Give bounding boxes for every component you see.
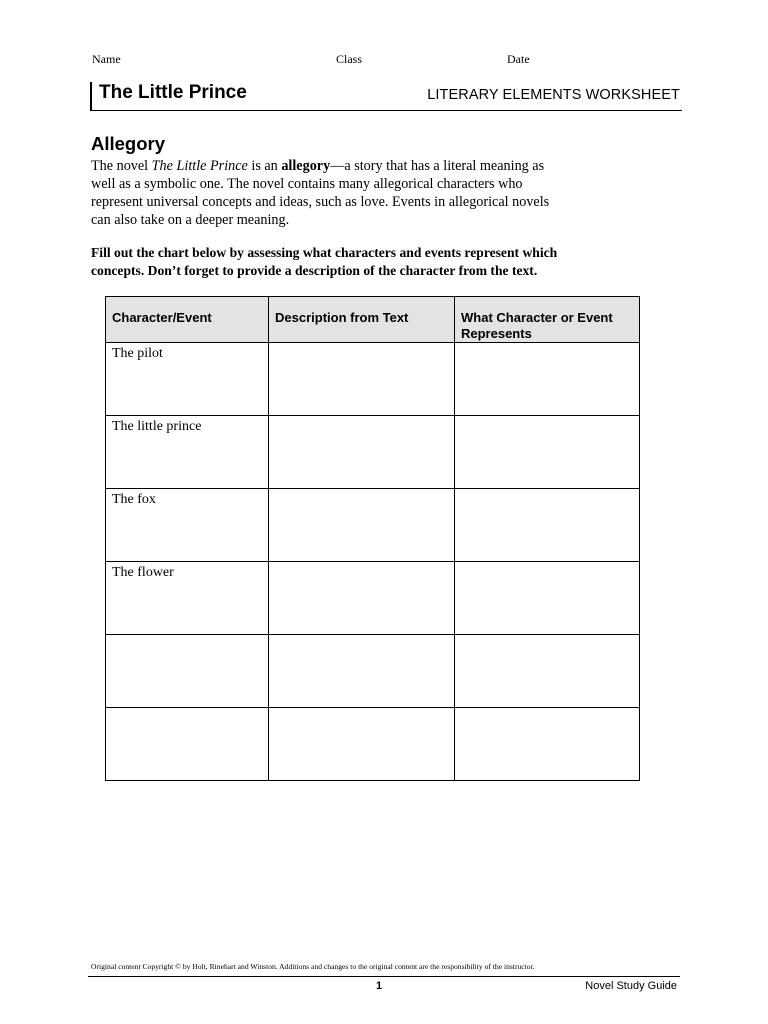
section-title: Allegory — [91, 133, 166, 154]
chart-header-row — [106, 297, 640, 343]
worksheet-title: The Little Prince — [99, 82, 247, 103]
represents-cell[interactable] — [455, 343, 640, 416]
name-label: Name — [92, 52, 121, 66]
title-bar — [90, 82, 682, 111]
description-cell[interactable] — [269, 562, 455, 635]
book-title-italic: The Little Prince — [151, 158, 248, 174]
description-cell[interactable] — [269, 635, 455, 708]
character-cell: The pilot — [106, 343, 269, 416]
para-text-2: is an — [247, 158, 282, 174]
intro-paragraph — [91, 157, 571, 229]
worksheet-subtitle: LITERARY ELEMENTS WORKSHEET — [427, 87, 680, 103]
para-text-1: The novel — [91, 158, 152, 174]
description-cell[interactable] — [269, 416, 455, 489]
represents-cell[interactable] — [455, 562, 640, 635]
represents-cell[interactable] — [455, 489, 640, 562]
para-text-3: —a story that has a literal meaning as well as a symbolic one. The novel contains many allegorical characters who represent universal concepts and ideas, such as love. Events in allegorical novels can also take on a deeper meaning. — [91, 158, 550, 228]
class-label: Class — [336, 52, 363, 66]
copyright-notice: Original content Copyright © by Holt, Rinehart and Winston. Additions and changes to the original content are the responsibility of the instructor. — [91, 962, 535, 971]
character-cell: The little prince — [106, 416, 269, 489]
header-description: Description from Text — [269, 297, 455, 343]
table-row — [106, 562, 640, 635]
represents-cell[interactable] — [455, 708, 640, 781]
table-row — [106, 343, 640, 416]
term-allegory: allegory — [281, 158, 331, 174]
footer-divider — [88, 976, 680, 977]
instructions: Fill out the chart below by assessing what characters and events represent which concepts. Don’t forget to provide a description of the character from the text. — [91, 245, 558, 278]
character-cell[interactable] — [106, 708, 269, 781]
character-cell[interactable] — [106, 635, 269, 708]
description-cell[interactable] — [269, 708, 455, 781]
character-cell: The fox — [106, 489, 269, 562]
allegory-chart — [105, 296, 640, 781]
description-cell[interactable] — [269, 489, 455, 562]
date-label: Date — [507, 52, 530, 66]
table-row — [106, 708, 640, 781]
character-cell: The flower — [106, 562, 269, 635]
header-character-event: Character/Event — [106, 297, 269, 343]
student-info-line — [92, 52, 680, 70]
page-number: 1 — [376, 980, 383, 992]
table-row — [106, 489, 640, 562]
description-cell[interactable] — [269, 343, 455, 416]
table-row — [106, 416, 640, 489]
header-represents: What Character or Event Represents — [455, 297, 640, 343]
table-row — [106, 635, 640, 708]
represents-cell[interactable] — [455, 635, 640, 708]
footer-guide-label: Novel Study Guide — [585, 980, 677, 992]
represents-cell[interactable] — [455, 416, 640, 489]
